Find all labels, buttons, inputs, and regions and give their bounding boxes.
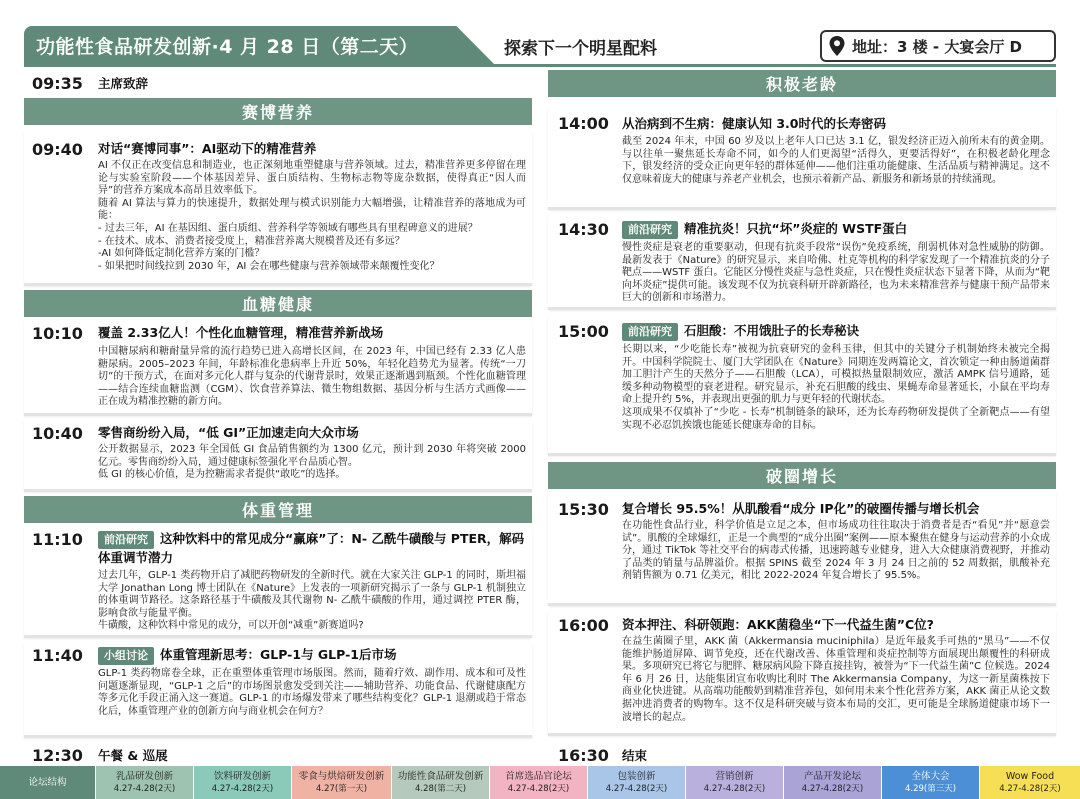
footer-tab-date: 4.27(第一天) — [315, 783, 368, 794]
session-description — [98, 444, 526, 482]
footer-tab[interactable] — [96, 766, 194, 799]
session-card — [24, 130, 532, 286]
session-time: 16:30 — [558, 746, 609, 765]
section-banner-breakout-growth: 破圈增长 — [548, 462, 1056, 489]
session-title-text: 石胆酸：不用饿肚子的长寿秘诀 — [684, 323, 860, 338]
footer-tab-label: 包装创新 — [617, 770, 656, 782]
footer-tab-label: 饮料研发创新 — [213, 770, 271, 782]
session-description: 慢性炎症是衰老的重要驱动，但现有抗炎手段常“误伤”免疫系统，削弱机体对急性威胁的防御。最新发表于《Nature》的研究显示，来自哈佛、杜克等机构的科学家发现了一个精准抗炎的分子靶点——WSTF 蛋白。它能区分慢性炎症与急性炎症，只在慢性炎症状态下显著下降，从而为“靶向坏炎症”提供可能。该发现不仅为抗衰科研开辟新路径，也为未来精准营养与健康干预产品带来巨大的创新和市场潜力。 — [622, 242, 1050, 304]
session-card — [24, 526, 532, 638]
footer-tab-active[interactable] — [392, 766, 490, 799]
session-time: 10:10 — [32, 324, 83, 343]
session-title: 零售商纷纷入局，“低 GI”正加速走向大众市场 — [98, 425, 359, 440]
footer-tab-label: 论坛结构 — [28, 777, 67, 788]
footer-tab-date: 4.27-4.28(2天) — [703, 783, 766, 794]
desc-paragraph: 低 GI 的核心价值，是为控糖需求者提供“敢吃”的选择。 — [98, 469, 346, 481]
session-time: 15:00 — [558, 322, 609, 341]
footer-tab[interactable] — [784, 766, 882, 799]
session-title — [98, 530, 528, 567]
session-description: 在功能性食品行业，科学价值是立足之本，但市场成功往往取决于消费者是否“看见”并“愿意尝试”。肌酸的全球爆红，正是一个典型的“成分出圈”案例——原本聚焦在健身与运动营养的小众成分，通过 TikTok 等社交平台的病毒式传播，迅速跨越专业健身，进入大众健康消费视野，并推动了品类的销量与品牌溢价。根据 SPINS 截至 2024 年 3 月 24 日之前的 52 周数据，肌酸补充剂销售额为 0.71 亿美元，相比 2022-2024 年复合增长了 95.5%。 — [622, 520, 1050, 582]
session-card — [24, 642, 532, 738]
footer-tab[interactable] — [490, 766, 588, 799]
footer-tab-date: 4.27-4.28(2天) — [507, 783, 570, 794]
page-subtitle: 探索下一个明星配料 — [504, 39, 657, 59]
desc-paragraph: 随着 AI 算法与算力的快速提升，数据处理与模式识别能力大幅增强，让精准营养的落地成为可能： — [98, 197, 526, 222]
section-banner-weight: 体重管理 — [24, 496, 532, 523]
footer-tab-label: 零食与烘焙研发创新 — [298, 770, 385, 782]
session-time: 11:10 — [32, 530, 83, 549]
session-description — [98, 570, 526, 633]
session-title: 覆盖 2.33亿人！个性化血糖管理，精准营养新战场 — [98, 325, 384, 340]
session-title: 从治病到不生病：健康认知 3.0时代的长寿密码 — [622, 116, 886, 131]
footer-tab-date: 4.28(第二天) — [414, 783, 467, 794]
session-description: GLP-1 类药物席卷全球，正在重塑体重管理市场版图。然而，随着疗效、副作用、成本和可及性问题逐渐显现，“GLP-1 之后”的市场图景愈发受到关注——辅助营养、功能食品、代谢健康配方等多元化手段正涌入这一赛道。GLP-1 的市场爆发带来了哪些结构变化？GLP-1 退潮或趋于常态化后，体重管理产业的创新方向与商业机会在何方？ — [98, 668, 526, 717]
session-time: 14:00 — [558, 114, 609, 133]
session-time: 12:30 — [32, 746, 83, 765]
address-text: 地址：3 楼 - 大宴会厅 D — [852, 37, 1023, 56]
forum-nav-bar — [0, 766, 1080, 799]
session-card — [548, 108, 1056, 210]
session-title: 午餐 & 巡展 — [98, 748, 168, 763]
footer-tab-date: 4.27-4.28(2天) — [605, 783, 668, 794]
footer-tab-label: Wow Food — [1005, 770, 1055, 782]
session-time: 10:40 — [32, 424, 83, 443]
footer-tab-date: 4.27-4.28(2天) — [999, 783, 1061, 794]
session-title — [622, 220, 1052, 239]
section-banner-blood-sugar: 血糖健康 — [24, 290, 532, 317]
session-title — [98, 646, 528, 665]
tag-panel: 小组讨论 — [98, 647, 154, 665]
footer-tab-date: 4.27-4.28(2天) — [211, 783, 274, 794]
session-time: 09:35 — [32, 74, 83, 93]
footer-tab[interactable] — [588, 766, 686, 799]
session-card — [548, 610, 1056, 736]
page-title: 功能性食品研发创新·4 月 28 日（第二天） — [36, 36, 419, 58]
desc-paragraph: 公开数据显示，2023 年全国低 GI 食品销售额约为 1300 亿元，预计到 2030 年将突破 2000 亿元。零售商纷纷入局，通过健康标签强化平台品质心智。 — [98, 444, 526, 468]
footer-tab[interactable] — [882, 766, 980, 799]
header-divider — [24, 64, 1056, 67]
session-title: 对话“赛博同事”：AI驱动下的精准营养 — [98, 141, 317, 156]
footer-tab-date: 4.29(第三天) — [904, 783, 957, 794]
tag-research: 前沿研究 — [622, 323, 678, 341]
footer-tab-label: 全体大会 — [911, 770, 950, 782]
section-banner-active-aging: 积极老龄 — [548, 70, 1056, 97]
footer-tab-label: 首席选品官论坛 — [505, 770, 572, 782]
tag-research: 前沿研究 — [622, 221, 678, 239]
desc-bullet: - 如果把时间线拉到 2030 年，AI 会在哪些健康与营养领域带来颠覆性变化？ — [98, 260, 440, 272]
session-time: 11:40 — [32, 646, 83, 665]
footer-tab-label: 功能性食品研发创新 — [397, 770, 484, 782]
footer-tab-label: 乳品研发创新 — [115, 770, 173, 782]
session-card — [548, 316, 1056, 456]
section-banner-cyber-nutrition: 赛博营养 — [24, 98, 532, 125]
desc-bullet: - 过去三年，AI 在基因组、蛋白质组、营养科学等领域有哪些具有里程碑意义的进展？ — [98, 222, 478, 234]
session-card — [24, 320, 532, 416]
session-title: 结束 — [622, 748, 648, 763]
session-time: 16:00 — [558, 616, 609, 635]
footer-tab[interactable] — [292, 766, 392, 799]
session-description: 中国糖尿病和糖耐量异常的流行趋势已进入高增长区间，在 2023 年，中国已经有 2.33 亿人患糖尿病。2005–2023 年间，年龄标准化患病率上升近 50%，年轻化趋势尤为显著。传统“一刀切”的干预方式，在面对多元化人群与复杂的代谢背景时，效果正逐渐遇到瓶颈。个性化血糖管理——结合连续血糖监测（CGM）、饮食营养算法、微生物组数据、基因分析与生活方式画像——正在成为精准控糖的新方向。 — [98, 346, 526, 408]
footer-tab[interactable] — [686, 766, 784, 799]
session-description: 截至 2024 年末，中国 60 岁及以上老年人口已达 3.1 亿，银发经济正迈入前所未有的黄金期。与以往单一聚焦延长寿命不同，如今的人们更渴望“活得久，更要活得好”，在积极老龄化理念下，银发经济的受众正向更年轻的群体延伸——他们注重功能健康、生活品质与精神满足。这不仅意味着庞大的健康与养老产业机会，也预示着新产品、新服务和新场景的持续涌现。 — [622, 136, 1050, 185]
session-title-text: 精准抗炎！只抗“坏”炎症的 WSTF蛋白 — [684, 221, 908, 236]
desc-paragraph: 长期以来，“少吃能长寿”被视为抗衰研究的金科玉律，但其中的关键分子机制始终未被完全揭开。中国科学院院士、厦门大学团队在《Nature》同期连发两篇论文，首次锁定一种由肠道菌群加工胆汁产生的天然分子——石胆酸（LCA），可模拟热量限制效应，激活 AMPK 信号通路，延缓多种动物模型的衰老进程。研究显示，补充石胆酸的线虫、果蝇寿命显著延长，小鼠在平均寿命上提升约 5%，并表现出更强的肌力与更年轻的代谢状态。 — [622, 344, 1050, 406]
session-time: 15:30 — [558, 500, 609, 519]
footer-tab[interactable] — [194, 766, 292, 799]
desc-paragraph: 牛磺酸，这种饮料中常见的成分，可以开创“减重”新赛道吗? — [98, 620, 364, 632]
footer-tab-date: 4.27-4.28(2天) — [801, 783, 864, 794]
session-title: 资本押注、科研领跑：AKK菌稳坐“下一代益生菌”C位? — [622, 617, 934, 632]
session-title — [622, 322, 1052, 341]
footer-tab[interactable] — [980, 766, 1080, 799]
session-time: 09:40 — [32, 140, 83, 159]
footer-tab-label: 营销创新 — [715, 770, 754, 782]
footer-tab[interactable] — [0, 766, 96, 799]
address-box — [820, 30, 1056, 62]
session-title: 主席致辞 — [98, 76, 149, 91]
session-title-text: 体重管理新思考：GLP-1与 GLP-1后市场 — [160, 647, 397, 662]
session-card — [24, 420, 532, 492]
location-pin-icon — [828, 35, 846, 57]
session-description — [98, 160, 526, 273]
session-description — [622, 344, 1050, 432]
desc-paragraph: 过去几年，GLP-1 类药物开启了减肥药物研发的全新时代。就在大家关注 GLP-1 的同时，斯坦福大学 Jonathan Long 博士团队在《Nature》上发表的一项新研究揭示了一条与 GLP-1 机制独立的体重调节路径。这条路径基于牛磺酸及其代谢物 N- 乙酰牛磺酸的作用，通过调控 PTER 酶，影响食欲与能量平衡。 — [98, 570, 526, 619]
footer-tab-label: 产品开发论坛 — [803, 770, 861, 782]
session-card — [548, 492, 1056, 606]
desc-paragraph: AI 不仅正在改变信息和制造业，也正深刻地重塑健康与营养领域。过去，精准营养更多停留在理论与实验室阶段——个体基因差异、蛋白质结构、生物标志物等庞杂数据，使得真正“因人而异”的营养方案成本高昂且效率低下。 — [98, 160, 526, 197]
session-card — [548, 214, 1056, 310]
desc-bullet: - 在技术、成本、消费者接受度上，精准营养离大规模普及还有多远？ — [98, 235, 405, 247]
session-title-text: 这种饮料中的常见成分“赢麻”了：N- 乙酰牛磺酸与 PTER，解码体重调节潜力 — [98, 531, 525, 565]
footer-tab-date: 4.27-4.28(2天) — [113, 783, 176, 794]
header — [0, 0, 1080, 66]
desc-bullet: -AI 如何降低定制化营养方案的门槛？ — [98, 248, 265, 260]
tag-research: 前沿研究 — [98, 531, 154, 549]
session-title: 复合增长 95.5%！从肌酸看“成分 IP化”的破圈传播与增长机会 — [622, 501, 980, 516]
session-description: 在益生菌圈子里，AKK 菌（Akkermansia muciniphila）是近年最炙手可热的“黑马”——不仅能维护肠道屏障、调节免疫，还在代谢改善、体重管理和炎症控制等方面展现出颠覆性的科研成果。多项研究已将它与肥胖、糖尿病风险下降直接挂钩，被誉为“下一代益生菌”C 位候选。2024 年 6 月 26 日，达能集团宣布收购比利时 The Akkermansia Company，为这一新星菌株按下商业化快进键。从高端功能酸奶到精准营养包，如何用未来个性化营养方案，AKK 菌正从论文数据冲进消费者的购物车。这不仅是科研突破与资本布局的交汇，更可能是全球肠道健康市场下一波增长的起点。 — [622, 636, 1050, 723]
session-time: 14:30 — [558, 220, 609, 239]
desc-paragraph: 这项成果不仅填补了“少吃 - 长寿”机制链条的缺环，还为长寿药物研发提供了全新靶点——有望实现不必忍饥挨饿也能延长健康寿命的目标。 — [622, 406, 1050, 431]
